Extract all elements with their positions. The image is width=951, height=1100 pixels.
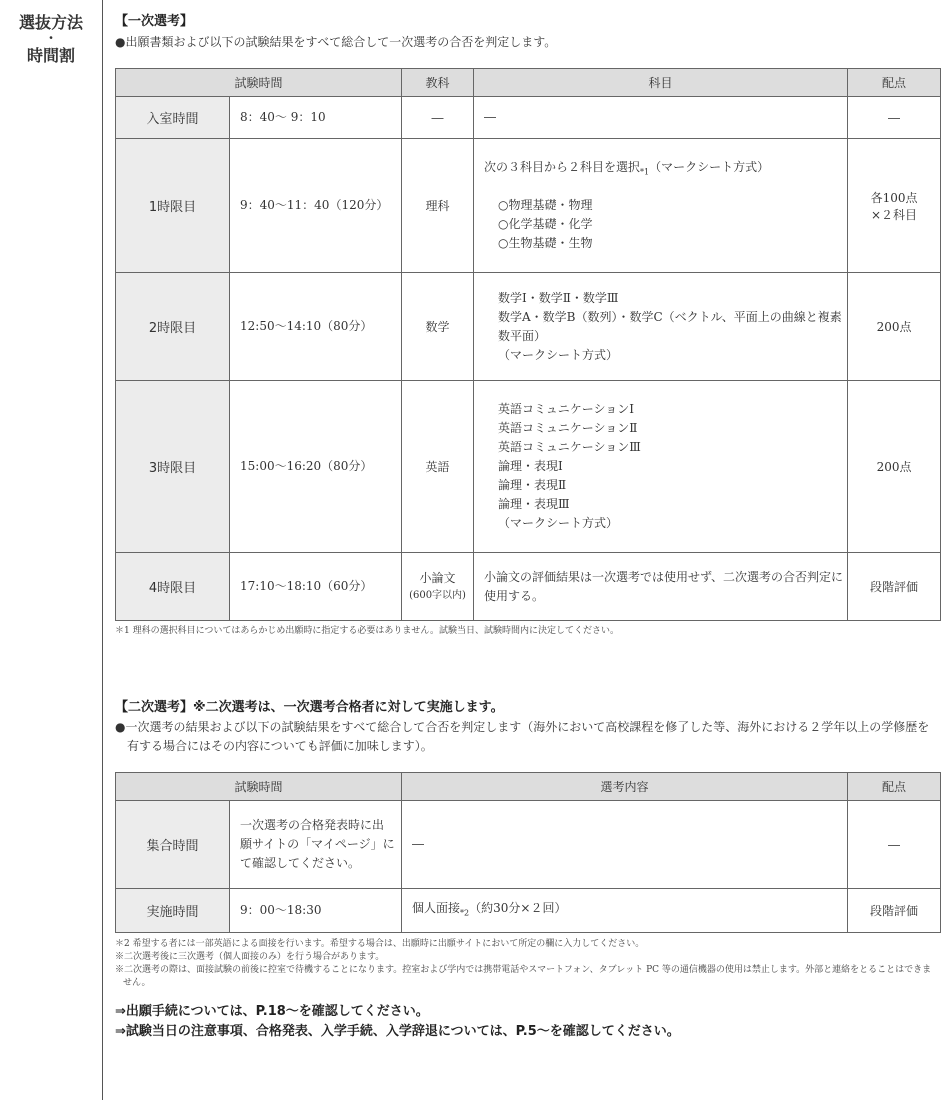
- course-intro: 次の３科目から２科目を選択: [484, 160, 641, 175]
- header-points: 配点: [848, 773, 941, 801]
- first-table-header: [116, 69, 941, 97]
- row-label: 入室時間: [116, 97, 230, 139]
- link-application[interactable]: ⇒出願手続については、P.18～を確認してください。: [115, 1004, 429, 1019]
- row-time: 8：40～ 9：10: [230, 97, 402, 139]
- subject-name: 小論文: [419, 570, 456, 585]
- main-content: [115, 0, 940, 1042]
- first-bullet: ●出願書類および以下の試験結果をすべて総合して一次選考の合否を判定します。: [115, 35, 557, 49]
- row-label: 4時限目: [116, 553, 230, 621]
- second-table: [115, 772, 941, 933]
- note-item: ※二次選考の際は、面接試験の前後に控室で待機することになります。控室および学内では携帯電話やスマートフォン、タブレット PC 等の通信機器の使用は禁止します。外部と連絡をとることはできません。: [115, 965, 932, 988]
- note-item: ＊2 希望する者には一部英語による面接を行います。希望する場合は、出願時に出願サイトにおいて所定の欄に入力してください。: [115, 939, 645, 949]
- row-course: [474, 139, 848, 273]
- table-row: [116, 97, 941, 139]
- header-time: 試験時間: [116, 69, 402, 97]
- row-time: 15:00～16:20（80分）: [230, 381, 402, 553]
- link-exam-day[interactable]: ⇒試験当日の注意事項、合格発表、入学手続、入学辞退については、P.5～を確認してください。: [115, 1024, 680, 1039]
- row-label: 実施時間: [116, 889, 230, 933]
- row-label: 3時限目: [116, 381, 230, 553]
- header-points: 配点: [848, 69, 941, 97]
- header-subject: 教科: [402, 69, 474, 97]
- row-time: 9：40～11：40（120分）: [230, 139, 402, 273]
- row-points: 200点: [848, 273, 941, 381]
- second-heading: 【二次選考】※二次選考は、一次選考合格者に対して実施します。: [115, 700, 504, 715]
- table-row: [116, 139, 941, 273]
- divider-line: [102, 0, 103, 1100]
- row-points: ―: [848, 97, 941, 139]
- second-bullet: ●一次選考の結果および以下の試験結果をすべて総合して合否を判定します（海外において高校課程を修了した等、海外における２学年以上の学修歴を有する場合にはその内容についても評価に加味します）。: [115, 720, 930, 753]
- course-items: ○物理基礎・物理 ○化学基礎・化学 ○生物基礎・生物: [498, 197, 593, 250]
- row-time: 12:50～14:10（80分）: [230, 273, 402, 381]
- row-label: 2時限目: [116, 273, 230, 381]
- row-label: 集合時間: [116, 801, 230, 889]
- row-subject: 数学: [402, 273, 474, 381]
- row-time: 一次選考の合格発表時に出願サイトの「マイページ」にて確認してください。: [230, 801, 402, 889]
- row-points: ―: [848, 801, 941, 889]
- sidebar: [0, 0, 102, 66]
- footnote-mark: *2: [460, 908, 470, 918]
- row-points: 段階評価: [848, 553, 941, 621]
- header-content: 選考内容: [402, 773, 848, 801]
- row-course: 小論文の評価結果は一次選考では使用せず、二次選考の合否判定に使用する。: [474, 553, 848, 621]
- row-content: [402, 889, 848, 933]
- row-content: ―: [402, 801, 848, 889]
- table-row: [116, 801, 941, 889]
- row-time: 17:10～18:10（60分）: [230, 553, 402, 621]
- links: [115, 1002, 940, 1042]
- header-course: 科目: [474, 69, 848, 97]
- sidebar-title-schedule: 時間割: [26, 46, 75, 65]
- row-subject: ―: [402, 97, 474, 139]
- row-points: 段階評価: [848, 889, 941, 933]
- row-points: 200点: [848, 381, 941, 553]
- first-footnote: ＊1 理科の選択科目についてはあらかじめ出願時に指定する必要はありません。試験当日、試験時間内に決定してください。: [115, 626, 619, 636]
- row-subject: [402, 553, 474, 621]
- footnote-mark: *1: [640, 167, 650, 177]
- sidebar-title-selection: 選抜方法: [18, 13, 83, 32]
- row-course: ―: [474, 97, 848, 139]
- row-points: 各100点 ×２科目: [848, 139, 941, 273]
- table-row: [116, 553, 941, 621]
- first-table: [115, 68, 941, 621]
- first-heading: 【一次選考】: [115, 14, 194, 29]
- table-row: [116, 889, 941, 933]
- row-label: 1時限目: [116, 139, 230, 273]
- header-time: 試験時間: [116, 773, 402, 801]
- table-row: [116, 381, 941, 553]
- second-table-header: [116, 773, 941, 801]
- note-item: ※二次選考後に三次選考（個人面接のみ）を行う場合があります。: [115, 952, 385, 962]
- row-subject: 英語: [402, 381, 474, 553]
- sidebar-dot: ・: [44, 31, 57, 45]
- course-tail: （マークシート方式）: [649, 160, 770, 175]
- content-tail: （約30分×２回）: [469, 900, 567, 915]
- second-notes: [115, 938, 940, 990]
- content-text: 個人面接: [412, 900, 461, 915]
- row-time: 9：00～18:30: [230, 889, 402, 933]
- subject-note: (600字以内): [409, 589, 466, 601]
- table-row: [116, 273, 941, 381]
- row-subject: 理科: [402, 139, 474, 273]
- row-course: 数学Ⅰ・数学Ⅱ・数学Ⅲ 数学A・数学B（数列）・数学C（ベクトル、平面上の曲線と複素数平面） （マークシート方式）: [474, 273, 848, 381]
- row-course: 英語コミュニケーションⅠ 英語コミュニケーションⅡ 英語コミュニケーションⅢ 論理・表現Ⅰ 論理・表現Ⅱ 論理・表現Ⅲ （マークシート方式）: [474, 381, 848, 553]
